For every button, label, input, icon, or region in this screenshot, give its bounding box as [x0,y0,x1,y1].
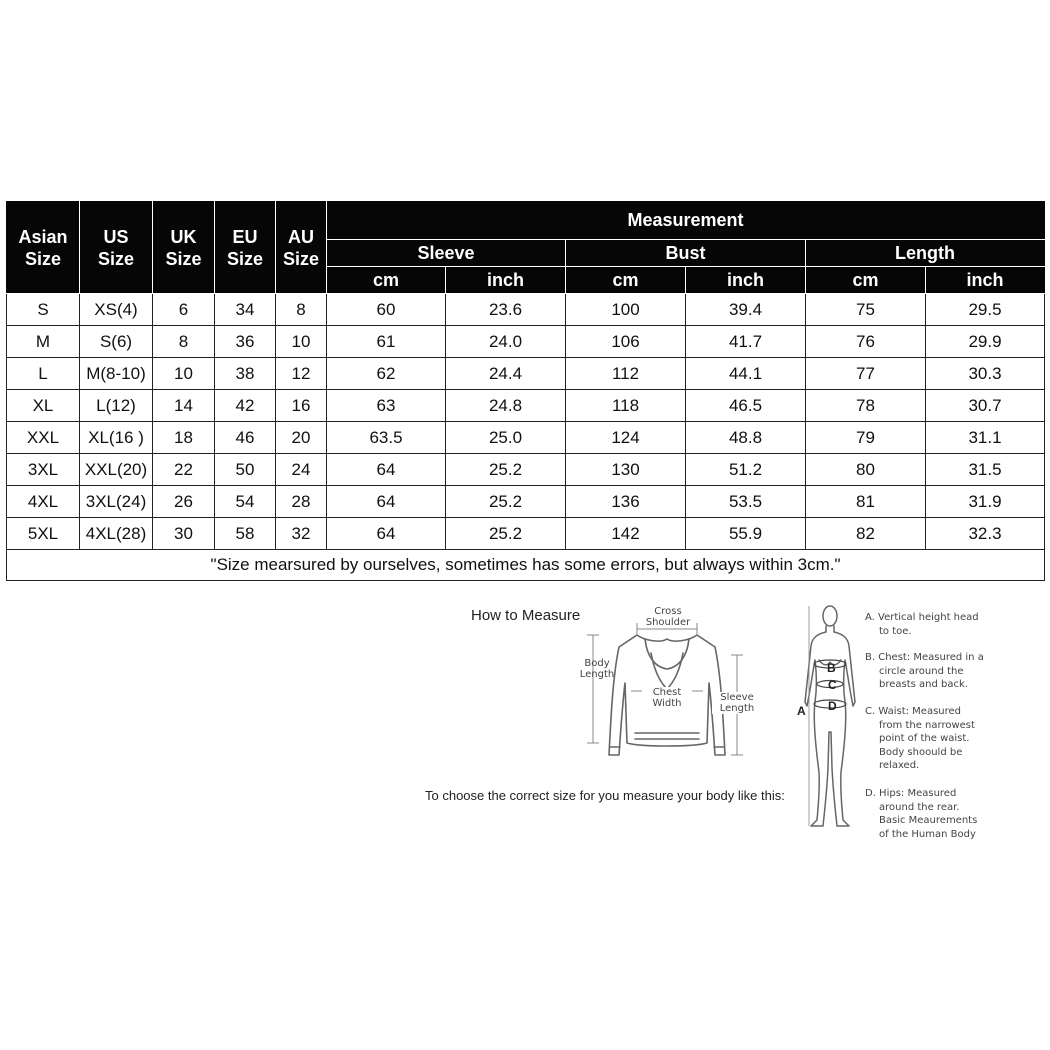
cell: 54 [215,486,276,518]
header-asian-size: Asian Size [7,202,80,294]
cell: 51.2 [686,454,806,486]
cell: 8 [153,326,215,358]
cell: 112 [566,358,686,390]
cell: 106 [566,326,686,358]
cell: 32 [276,518,327,550]
cell: 64 [327,454,446,486]
cell: 30.3 [926,358,1045,390]
legend-d: D. Hips: Measured around the rear. Basic Meaurements of the Human Body [865,788,978,840]
table-row [7,326,1045,358]
table-row [7,422,1045,454]
cell: 61 [327,326,446,358]
cell: 78 [806,390,926,422]
table-row [7,486,1045,518]
cell: XL [7,390,80,422]
cell: 26 [153,486,215,518]
header-uk-size: UK Size [153,202,215,294]
marker-b: B [827,661,836,675]
size-note: "Size mearsured by ourselves, sometimes has some errors, but always within 3cm." [7,550,1045,581]
cell: 38 [215,358,276,390]
cell: 30 [153,518,215,550]
cell: XL(16 ) [80,422,153,454]
cell: 6 [153,294,215,326]
table-row [7,518,1045,550]
cell: 63 [327,390,446,422]
header-bust: Bust [566,240,806,267]
cell: 48.8 [686,422,806,454]
cell: 31.1 [926,422,1045,454]
cell: 42 [215,390,276,422]
table-row [7,358,1045,390]
header-unit: inch [446,267,566,294]
header-measurement: Measurement [327,202,1045,240]
header-unit: cm [566,267,686,294]
cell: 23.6 [446,294,566,326]
legend-a: A. Vertical height head to toe. [865,612,979,637]
cell: 64 [327,518,446,550]
cell: 16 [276,390,327,422]
cell: 32.3 [926,518,1045,550]
cell: 118 [566,390,686,422]
cell: 24.0 [446,326,566,358]
cell: XXL(20) [80,454,153,486]
header-unit: inch [926,267,1045,294]
cell: 24.8 [446,390,566,422]
header-unit: cm [806,267,926,294]
table-note-row [7,550,1045,581]
cell: XS(4) [80,294,153,326]
marker-a: A [797,704,806,718]
marker-d: D [828,699,837,713]
chest-width-label: Chest Width [642,687,692,709]
cell: 76 [806,326,926,358]
cell: 130 [566,454,686,486]
cell: 58 [215,518,276,550]
size-chart-table [6,201,1045,581]
cross-shoulder-label: Cross Shoulder [645,606,691,628]
cell: 63.5 [327,422,446,454]
cell: 62 [327,358,446,390]
cell: 46 [215,422,276,454]
cell: L [7,358,80,390]
sleeve-length-label: Sleeve Length [712,692,762,714]
cell: 100 [566,294,686,326]
cell: 82 [806,518,926,550]
header-sleeve: Sleeve [327,240,566,267]
table-row [7,390,1045,422]
cell: 14 [153,390,215,422]
cell: 55.9 [686,518,806,550]
cell: 34 [215,294,276,326]
table-row [7,454,1045,486]
cell: 79 [806,422,926,454]
legend-b: B. Chest: Measured in a circle around the breasts and back. [865,652,984,690]
cell: S(6) [80,326,153,358]
cell: XXL [7,422,80,454]
cell: L(12) [80,390,153,422]
cell: 39.4 [686,294,806,326]
cell: 75 [806,294,926,326]
how-to-measure-title: How to Measure [471,607,581,624]
header-us-size: US Size [80,202,153,294]
cell: M [7,326,80,358]
cell: 142 [566,518,686,550]
measure-caption: To choose the correct size for you measure your body like this: [425,788,785,803]
marker-c: C [828,678,837,692]
cell: 64 [327,486,446,518]
cell: 50 [215,454,276,486]
cell: 25.2 [446,454,566,486]
cell: 5XL [7,518,80,550]
header-au-size: AU Size [276,202,327,294]
cell: M(8-10) [80,358,153,390]
cell: 4XL(28) [80,518,153,550]
cell: 44.1 [686,358,806,390]
cell: 22 [153,454,215,486]
cell: 136 [566,486,686,518]
cell: 46.5 [686,390,806,422]
cell: 29.9 [926,326,1045,358]
cell: 3XL [7,454,80,486]
header-length: Length [806,240,1045,267]
header-unit: inch [686,267,806,294]
cell: 77 [806,358,926,390]
header-unit: cm [327,267,446,294]
cell: 18 [153,422,215,454]
cell: 25.2 [446,518,566,550]
cell: 25.0 [446,422,566,454]
cell: 60 [327,294,446,326]
cell: 24 [276,454,327,486]
cell: 81 [806,486,926,518]
cell: S [7,294,80,326]
cell: 36 [215,326,276,358]
cell: 29.5 [926,294,1045,326]
cell: 30.7 [926,390,1045,422]
cell: 25.2 [446,486,566,518]
body-length-label: Body Length [579,658,615,680]
cell: 3XL(24) [80,486,153,518]
cell: 20 [276,422,327,454]
cell: 24.4 [446,358,566,390]
cell: 53.5 [686,486,806,518]
cell: 10 [153,358,215,390]
cell: 10 [276,326,327,358]
cell: 4XL [7,486,80,518]
legend-c: C. Waist: Measured from the narrowest point of the waist. Body shoould be relaxed. [865,706,975,771]
cell: 31.9 [926,486,1045,518]
cell: 80 [806,454,926,486]
cell: 8 [276,294,327,326]
cell: 124 [566,422,686,454]
cell: 12 [276,358,327,390]
header-eu-size: EU Size [215,202,276,294]
cell: 41.7 [686,326,806,358]
table-row [7,294,1045,326]
cell: 28 [276,486,327,518]
cell: 31.5 [926,454,1045,486]
